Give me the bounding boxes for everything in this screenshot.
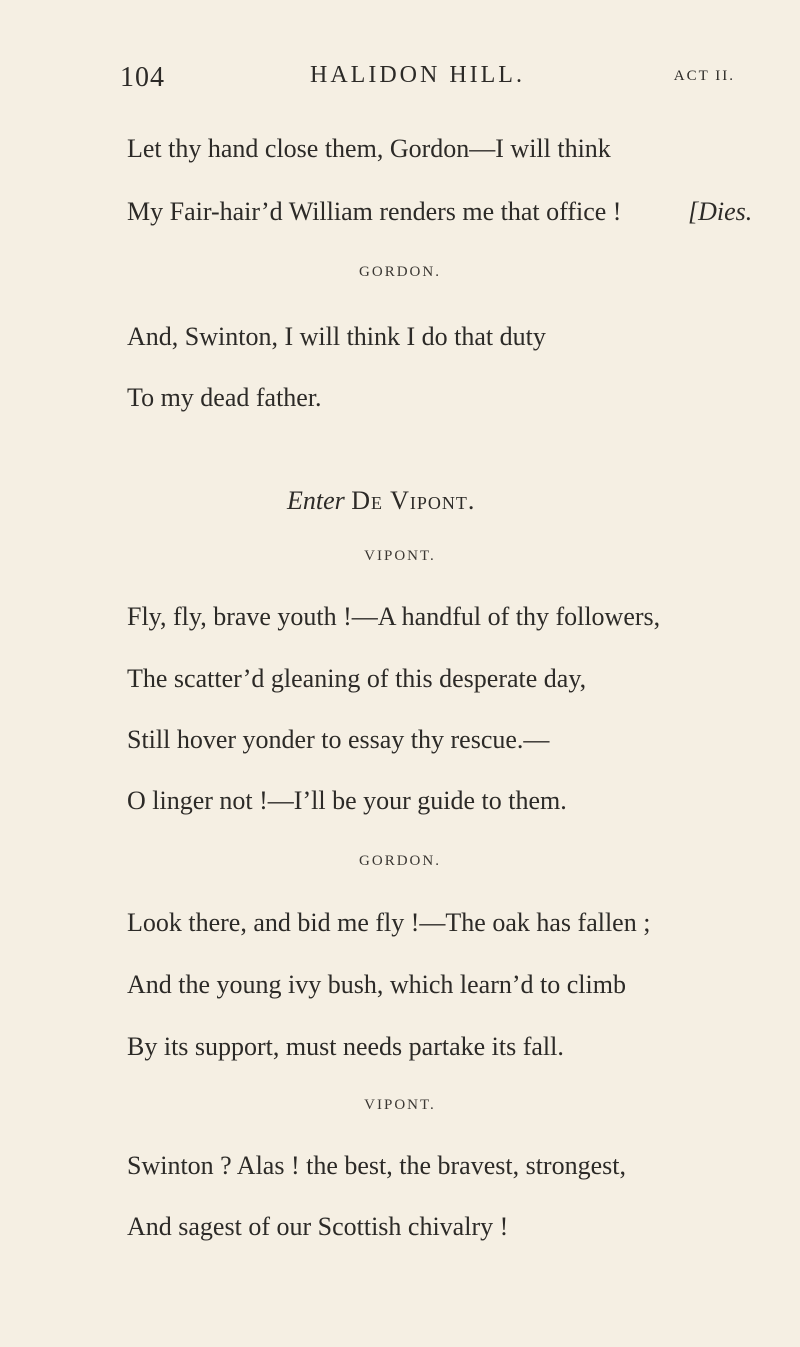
verse-line: Still hover yonder to essay thy rescue.—: [127, 725, 550, 754]
speaker-name: GORDON.: [359, 264, 441, 280]
verse-line: Swinton ? Alas ! the best, the bravest, strongest,: [127, 1151, 626, 1180]
act-label: ACT II.: [673, 68, 735, 84]
verse-line: O linger not !—I’ll be your guide to them.: [127, 786, 567, 815]
verse-line: And sagest of our Scottish chivalry !: [127, 1212, 509, 1241]
verse-line: My Fair-hair’d William renders me that office !: [127, 197, 622, 226]
running-title: HALIDON HILL.: [310, 62, 525, 88]
stage-direction-dies: [Dies.: [688, 197, 753, 226]
verse-line: Look there, and bid me fly !—The oak has fallen ;: [127, 908, 651, 937]
speaker-name: VIPONT.: [364, 548, 436, 564]
verse-line: To my dead father.: [127, 383, 322, 412]
verse-line: Fly, fly, brave youth !—A handful of thy followers,: [127, 602, 661, 631]
speaker-name: VIPONT.: [364, 1097, 436, 1113]
stage-direction-enter-word: Enter: [287, 486, 345, 515]
running-head: [120, 62, 735, 98]
speaker-name: GORDON.: [359, 853, 441, 869]
verse-line: By its support, must needs partake its fall.: [127, 1032, 564, 1061]
page-number: 104: [120, 62, 165, 93]
stage-direction-enter-name: De Vipont.: [351, 486, 476, 515]
verse-line: Let thy hand close them, Gordon—I will think: [127, 134, 611, 163]
verse-line: And the young ivy bush, which learn’d to climb: [127, 970, 626, 999]
verse-line: And, Swinton, I will think I do that duty: [127, 322, 546, 351]
verse-line: The scatter’d gleaning of this desperate day,: [127, 664, 587, 693]
stage-direction-enter: [287, 486, 475, 516]
